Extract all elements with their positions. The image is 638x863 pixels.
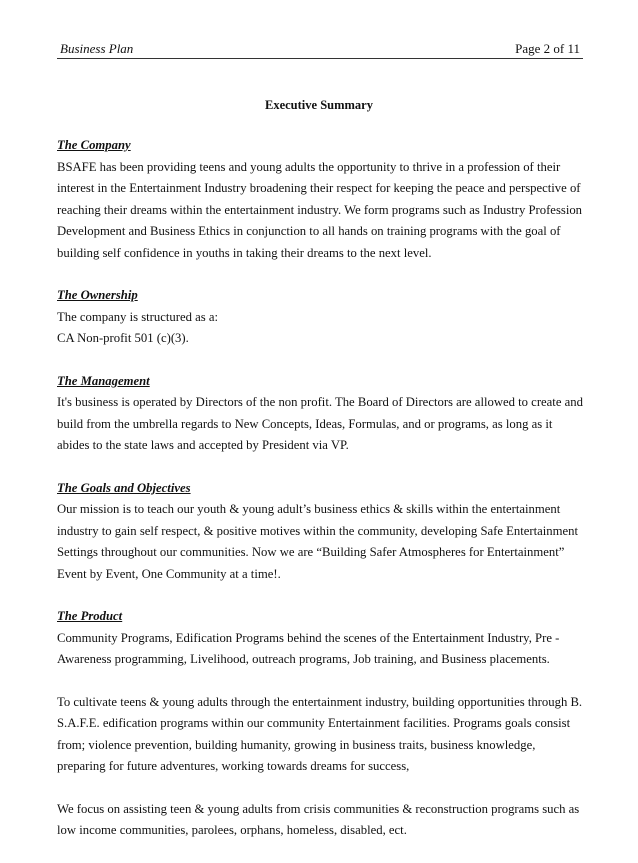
paragraph: We focus on assisting teen & young adults from crisis communities & reconstruction programs such as low income communities, parolees, orphans, homeless, disabled, ect. (57, 801, 580, 837)
section-heading: The Company (57, 138, 131, 152)
document-body (57, 135, 587, 863)
header-document-title: Business Plan (60, 41, 134, 56)
section-goals (57, 478, 587, 586)
paragraph: Community Programs, Edification Programs behind the scenes of the Entertainment Industry, Pre - Awareness programming, Livelihood, outreach programs, Job training, and Business placements. (57, 630, 560, 666)
section-heading: The Management (57, 373, 150, 388)
paragraph: BSAFE has been providing teens and young adults the opportunity to thrive in a profession of their interest in the Entertainment Industry broadening their respect for keeping the peace and perspective of reaching their dreams within the entertainment industry. We form programs such as Industry Profession Development and Business Ethics in conjunction to all hands on training programs with the goal of building self confidence in youths in taking their dreams to the next level. (57, 159, 583, 260)
section-ownership (57, 285, 587, 350)
section-product (57, 606, 587, 842)
paragraph: Our mission is to teach our youth & young adult’s business ethics & skills within the entertainment industry to gain self respect, & positive motives within the community, developing Safe Entertainment Settings throughout our communities. Now we are “Building Safer Atmospheres for Entertainment” Event by Event, One Community at a time!. (57, 502, 579, 581)
section-company (57, 135, 587, 264)
paragraph: CA Non-profit 501 (c)(3). (57, 331, 189, 345)
paragraph: The company is structured as a: (57, 309, 219, 324)
page-header (57, 40, 583, 59)
section-heading: The Product (57, 609, 123, 623)
section-heading: The Ownership (57, 288, 138, 302)
page-title: Executive Summary (265, 98, 373, 112)
header-page-number: Page 2 of 11 (515, 41, 580, 56)
paragraph: It's business is operated by Directors of the non profit. The Board of Directors are allowed to create and build from the umbrella regards to New Concepts, Ideas, Formulas, and or programs, as long as it abides to the state laws and accepted by President via VP. (57, 395, 583, 452)
section-heading: The Goals and Objectives (57, 480, 191, 495)
paragraph: To cultivate teens & young adults through the entertainment industry, building opportunities through B. S.A.F.E. edification programs within our community Entertainment facilities. Programs goals consist from; violence prevention, building humanity, growing in business traits, business knowledge, preparing for future adventures, working towards dreams for success, (57, 694, 583, 773)
section-management (57, 371, 587, 457)
